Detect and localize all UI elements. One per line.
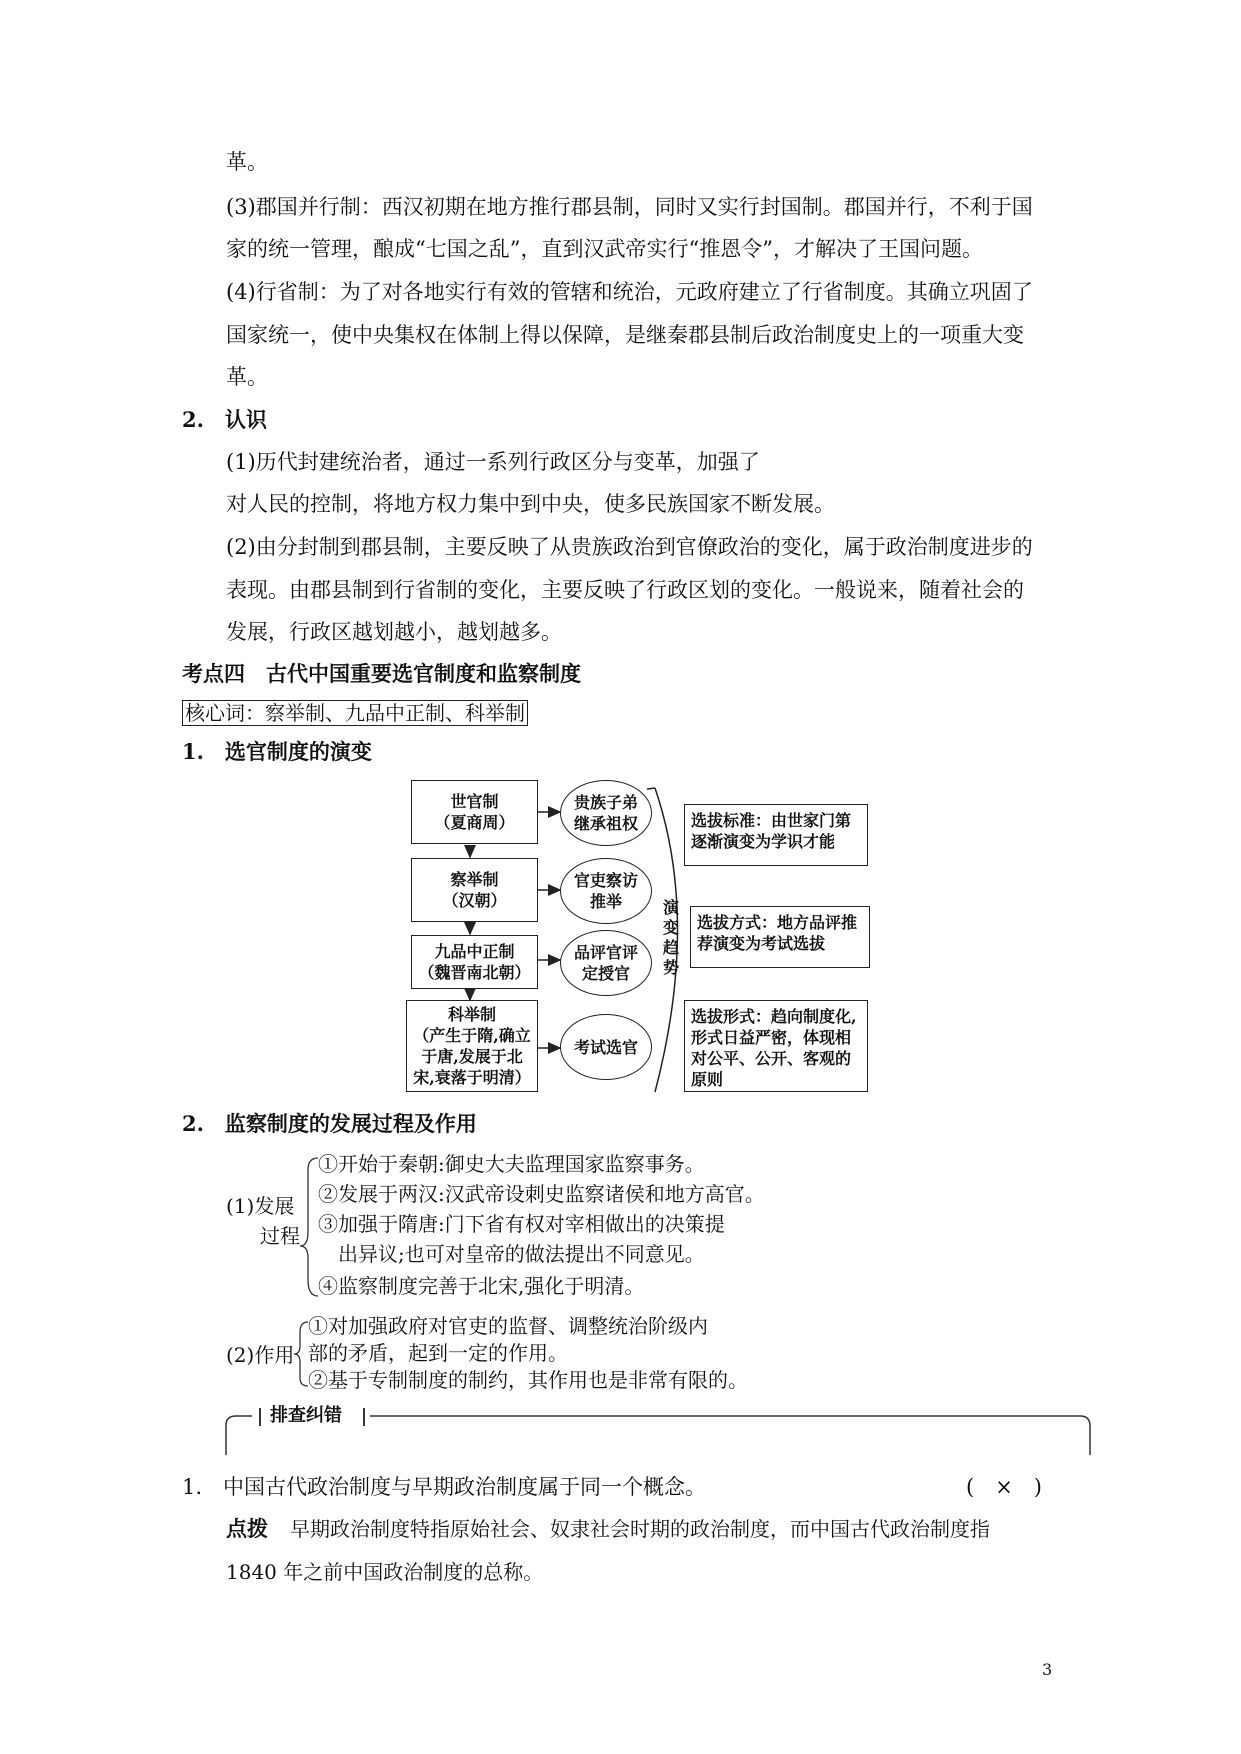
system-name: 科举制	[447, 1005, 496, 1024]
core-words-box: 核心词：察举制、九品中正制、科举制	[182, 700, 528, 726]
system-era: （产生于隋,确立	[413, 1026, 531, 1045]
text-line: (4)行省制：为了对各地实行有效的管辖和统治，元政府建立了行省制度。其确立巩固了	[226, 280, 1033, 304]
system-era: 于唐,发展于北	[421, 1047, 523, 1066]
trend-label: 演变趋势	[662, 898, 679, 977]
dev-item: ①开始于秦朝:御史大夫监理国家监察事务。	[318, 1152, 705, 1176]
method-ellipse	[560, 1014, 652, 1080]
dev-label: (1)发展	[226, 1194, 295, 1218]
system-box-keju	[406, 1000, 538, 1092]
text-line: (3)郡国并行制：西汉初期在地方推行郡县制，同时又实行封国制。郡国并行，不利于国	[226, 195, 1033, 219]
method-text: 官吏察访	[573, 871, 638, 890]
section-title: 2. 认识	[182, 407, 267, 432]
system-box-jiupin	[411, 935, 538, 989]
answer-mark: ( × )	[966, 1475, 1042, 1499]
system-name: 九品中正制	[434, 942, 515, 961]
method-text: 品评官评	[573, 943, 638, 962]
method-text: 推举	[589, 892, 622, 911]
system-era: （夏商周）	[434, 813, 515, 832]
system-era: （魏晋南北朝）	[418, 963, 531, 982]
page-number: 3	[1042, 1660, 1053, 1679]
text-line: (2)由分封制到郡县制，主要反映了从贵族政治到官僚政治的变化，属于政治制度进步的	[226, 535, 1033, 559]
kaodian-title: 考点四 古代中国重要选官制度和监察制度	[182, 661, 581, 686]
system-era: 宋,衰落于明清）	[413, 1068, 531, 1087]
trend-box: 选拔形式：趋向制度化,形式日益严密，体现相对公平、公开、客观的原则	[684, 1000, 868, 1092]
method-text: 定授官	[581, 964, 630, 983]
dev-item: ④监察制度完善于北宋,强化于明清。	[318, 1274, 645, 1298]
banner-frame	[370, 1416, 1090, 1455]
text-line: (1)历代封建统治者，通过一系列行政区分与变革，加强了	[226, 450, 760, 474]
trend-box: 选拔标准：由世家门第逐渐演变为学识才能	[684, 804, 868, 866]
system-box-shiguan	[411, 780, 538, 844]
role-bracket	[294, 1322, 308, 1386]
dev-bracket	[300, 1158, 318, 1296]
method-ellipse	[560, 858, 652, 924]
text-line: 家的统一管理，酿成“七国之乱”，直到汉武帝实行“推恩令”，才解决了王国问题。	[226, 237, 983, 261]
text-line: 表现。由郡县制到行省制的变化，主要反映了行政区划的变化。一般说来，随着社会的	[226, 578, 1024, 602]
method-text: 继承祖权	[573, 814, 638, 833]
dev-item: ②发展于两汉:汉武帝设刺史监察诸侯和地方高官。	[318, 1182, 765, 1206]
system-era: （汉朝）	[442, 891, 507, 910]
role-item: 部的矛盾，起到一定的作用。	[308, 1341, 568, 1365]
system-name: 世官制	[450, 792, 499, 811]
system-box-chaju	[411, 858, 538, 922]
text-line: 对人民的控制，将地方权力集中到中央，使多民族国家不断发展。	[226, 492, 835, 516]
method-text: 考试选官	[573, 1037, 638, 1057]
trend-box: 选拔方式：地方品评推荐演变为考试选拔	[690, 906, 870, 968]
role-item: ①对加强政府对官吏的监督、调整统治阶级内	[308, 1314, 708, 1338]
section-title: 1. 选官制度的演变	[182, 739, 372, 764]
banner-frame	[226, 1416, 252, 1455]
method-ellipse	[560, 930, 652, 996]
hint-text: 早期政治制度特指原始社会、奴隶社会时期的政治制度，而中国古代政治制度指	[290, 1517, 990, 1541]
method-ellipse	[560, 780, 652, 846]
section-title: 2. 监察制度的发展过程及作用	[182, 1111, 477, 1136]
correction-banner: 排查纠错	[270, 1405, 342, 1426]
role-label: (2)作用	[226, 1343, 295, 1367]
text-line: 革。	[226, 150, 268, 174]
dev-item: ③加强于隋唐:门下省有权对宰相做出的决策提	[318, 1212, 725, 1236]
hint-text: 1840 年之前中国政治制度的总称。	[226, 1560, 544, 1584]
role-item: ②基于专制制度的制约，其作用也是非常有限的。	[308, 1368, 748, 1392]
method-text: 贵族子弟	[573, 793, 638, 812]
text-line: 革。	[226, 365, 268, 389]
text-line: 发展，行政区越划越小，越划越多。	[226, 620, 562, 644]
hint-label: 点拨	[226, 1516, 268, 1541]
question: 1. 中国古代政治制度与早期政治制度属于同一个概念。	[182, 1475, 707, 1499]
dev-item: 出异议;也可对皇帝的做法提出不同意见。	[338, 1242, 705, 1266]
dev-label: 过程	[260, 1224, 300, 1248]
system-name: 察举制	[450, 870, 499, 889]
text-line: 国家统一，使中央集权在体制上得以保障，是继秦郡县制后政治制度史上的一项重大变	[226, 323, 1024, 347]
